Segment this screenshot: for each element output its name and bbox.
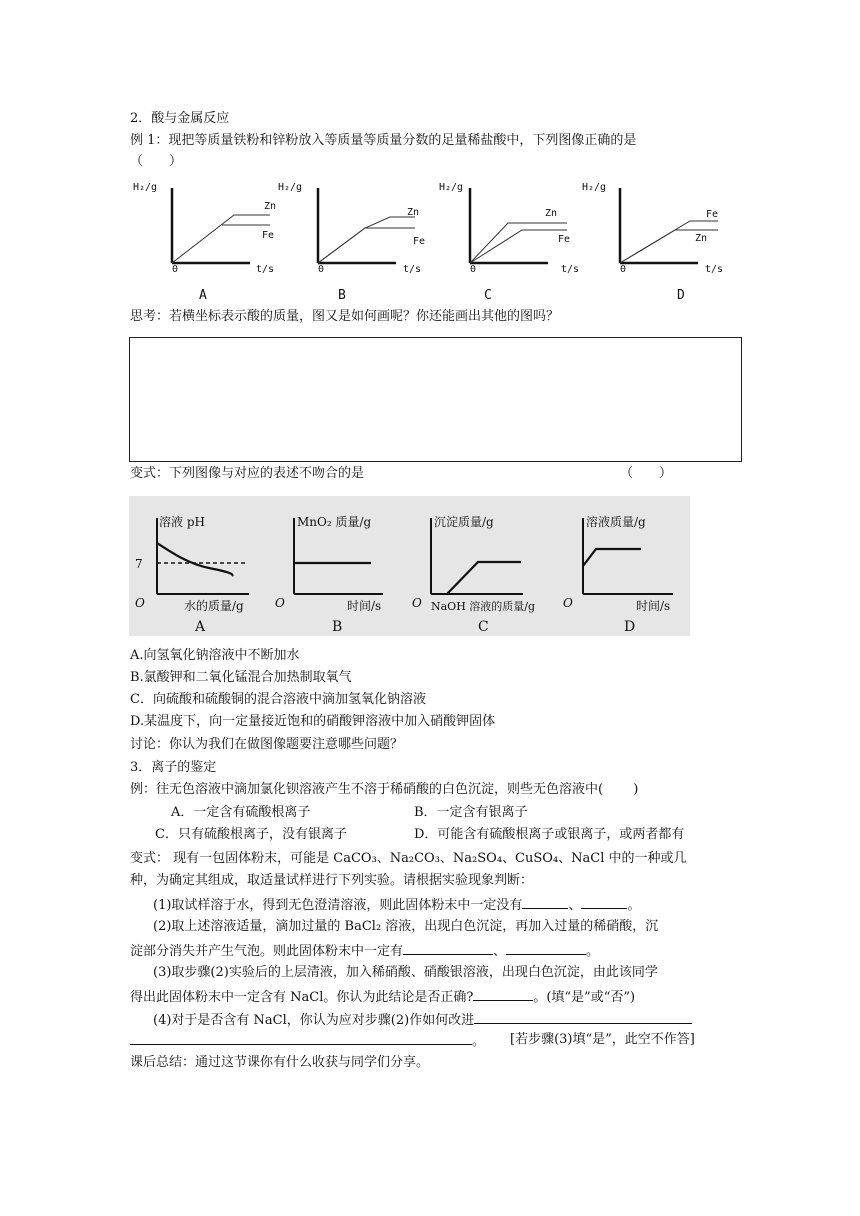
choice-c: C．只有硫酸根离子，没有银离子 [155, 827, 347, 842]
discussion-question: 讨论：你认为我们在做图像题要注意哪些问题？ [130, 737, 404, 752]
step-1-sep: 、 [568, 898, 582, 913]
variant-powder-line-2: 种，为确定其组成，取适量试样进行下列实验。请根据实验现象判断： [130, 873, 534, 888]
graph-a-caption: A [199, 288, 207, 303]
variant-graphs-photo [129, 496, 690, 636]
choice-a: A．一定含有硫酸根离子 [171, 805, 311, 820]
variant-a-xlabel: 水的质量/g [184, 599, 244, 613]
choice-b: B．一定含有银离子 [414, 805, 528, 820]
step-1-blank-2[interactable] [581, 894, 627, 909]
option-b: B.氯酸钾和二氧化锰混合加热制取氧气 [130, 670, 352, 685]
section-3-heading: 3．离子的鉴定 [130, 760, 217, 775]
variant-c-ylabel: 沉淀质量/g [434, 515, 494, 529]
step-1-text: (1)取试样溶于水，得到无色澄清溶液，则此固体粉末中一定没有 [153, 898, 523, 913]
graph-d-origin: 0 [620, 264, 627, 275]
graph-b-lower: Fe [413, 236, 426, 247]
variant-d-origin: O [563, 596, 573, 610]
variant-d-caption: D [624, 619, 636, 635]
step-4-line-2 [130, 1030, 485, 1051]
graph-a-lower: Fe [262, 230, 275, 241]
variant-bracket: （ ） [620, 466, 673, 481]
graph-c-upper: Zn [545, 208, 558, 219]
variant-d-xlabel: 时间/s [636, 599, 671, 613]
h2-time-graphs [125, 178, 735, 306]
variant-b-caption: B [332, 619, 343, 635]
variant-a-ylabel: 溶液 pH [159, 515, 205, 529]
variant-c-xlabel: NaOH 溶液的质量/g [431, 600, 536, 613]
step-4-text: (4)对于是否含有 NaCl，你认为应对步骤(2)作如何改进 [153, 1013, 475, 1028]
graph-c-lower: Fe [558, 234, 571, 245]
variant-b-ylabel: MnO₂ 质量/g [297, 515, 372, 529]
variant-a-origin: O [135, 596, 145, 610]
graph-a-xlabel: t/s [256, 264, 275, 275]
step-3-text: 得出此固体粉末中一定含有 NaCl。你认为此结论是否正确? [130, 990, 474, 1005]
variant-b-origin: O [275, 596, 285, 610]
example-1-question: 例 1：现把等质量铁粉和锌粉放入等质量等质量分数的足量稀盐酸中，下列图像正确的是 [130, 133, 637, 148]
variant-graphs [129, 496, 690, 636]
choice-d: D．可能含有硫酸根离子或银离子，或两者都有 [414, 827, 685, 842]
step-4-line-1 [153, 1009, 692, 1030]
graph-b-upper: Zn [407, 207, 420, 218]
graph-a-ylabel: H₂/g [133, 182, 158, 193]
variant-powder-line-1: 变式： 现有一包固体粉末，可能是 CaCO₃、Na₂CO₃、Na₂SO₄、CuSO₄、NaCl 中的一种或几 [130, 851, 687, 866]
step-4-note: [若步骤(3)填“是”，此空不作答] [510, 1032, 695, 1047]
lesson-summary: 课后总结：通过这节课你有什么收获与同学们分享。 [130, 1055, 430, 1070]
variant-question: 变式：下列图像与对应的表述不吻合的是 [130, 466, 365, 481]
variant-a-caption: A [195, 619, 206, 635]
step-2-line-2 [130, 940, 599, 961]
step-2-sep: 、 [493, 944, 507, 959]
graph-a-upper: Zn [264, 201, 277, 212]
step-3-line-2 [130, 986, 635, 1007]
step-1-end: 。 [627, 898, 641, 913]
ion-example-question: 例：往无色溶液中滴加氯化钡溶液产生不溶于稀硝酸的白色沉淀，则些无色溶液中( ) [130, 782, 639, 797]
graph-b-xlabel: t/s [403, 264, 422, 275]
option-c: C．向硫酸和硫酸铜的混合溶液中滴加氢氧化钠溶液 [130, 692, 426, 707]
step-2-end: 。 [586, 944, 600, 959]
variant-b-xlabel: 时间/s [347, 599, 382, 613]
graph-a-origin: 0 [172, 264, 179, 275]
variant-c-caption: C [478, 619, 489, 635]
option-a: A.向氢氧化钠溶液中不断加水 [130, 648, 300, 663]
variant-d-ylabel: 溶液质量/g [586, 515, 646, 529]
graph-d-upper: Fe [706, 209, 719, 220]
step-1-blank-1[interactable] [522, 894, 568, 909]
answer-bracket: （ ） [130, 154, 183, 169]
graph-b-caption: B [338, 288, 346, 303]
variant-a-tick: 7 [135, 557, 143, 571]
step-2-line-1: (2)取上述溶液适量，滴加过量的 BaCl₂ 溶液，出现白色沉淀，再加入过量的稀硝酸，沉 [153, 919, 659, 934]
graph-c-caption: C [484, 288, 492, 303]
graph-c-ylabel: H₂/g [439, 182, 464, 193]
step-1 [153, 894, 640, 915]
graph-d-xlabel: t/s [705, 264, 724, 275]
step-2-blank-2[interactable] [506, 940, 586, 955]
step-4-blank-2[interactable] [130, 1030, 472, 1045]
graph-b-ylabel: H₂/g [278, 182, 303, 193]
step-4-end: 。 [472, 1034, 486, 1049]
section-2-heading: 2．酸与金属反应 [130, 111, 230, 126]
drawing-answer-box[interactable] [129, 337, 742, 462]
graph-c-xlabel: t/s [561, 264, 580, 275]
graph-c-origin: 0 [470, 264, 477, 275]
step-3-line-1: (3)取步骤(2)实验后的上层清液，加入稀硝酸、硝酸银溶液，出现白色沉淀，由此该同学 [153, 965, 658, 980]
step-3-end: 。(填“是”或“否”) [533, 990, 636, 1005]
step-3-blank[interactable] [473, 986, 533, 1001]
graph-d-ylabel: H₂/g [582, 182, 607, 193]
step-2-blank-1[interactable] [403, 940, 493, 955]
step-4-blank-1[interactable] [474, 1009, 692, 1024]
graph-d-caption: D [677, 288, 685, 303]
graph-b-origin: 0 [318, 264, 325, 275]
think-question: 思考：若横坐标表示酸的质量，图又是如何画呢？你还能画出其他的图吗？ [130, 309, 560, 324]
variant-c-origin: O [412, 596, 422, 610]
graph-d-lower: Zn [695, 233, 708, 244]
option-d: D.某温度下，向一定量接近饱和的硝酸钾溶液中加入硝酸钾固体 [130, 714, 496, 729]
step-2-text: 淀部分消失并产生气泡。则此固体粉末中一定有 [130, 944, 404, 959]
